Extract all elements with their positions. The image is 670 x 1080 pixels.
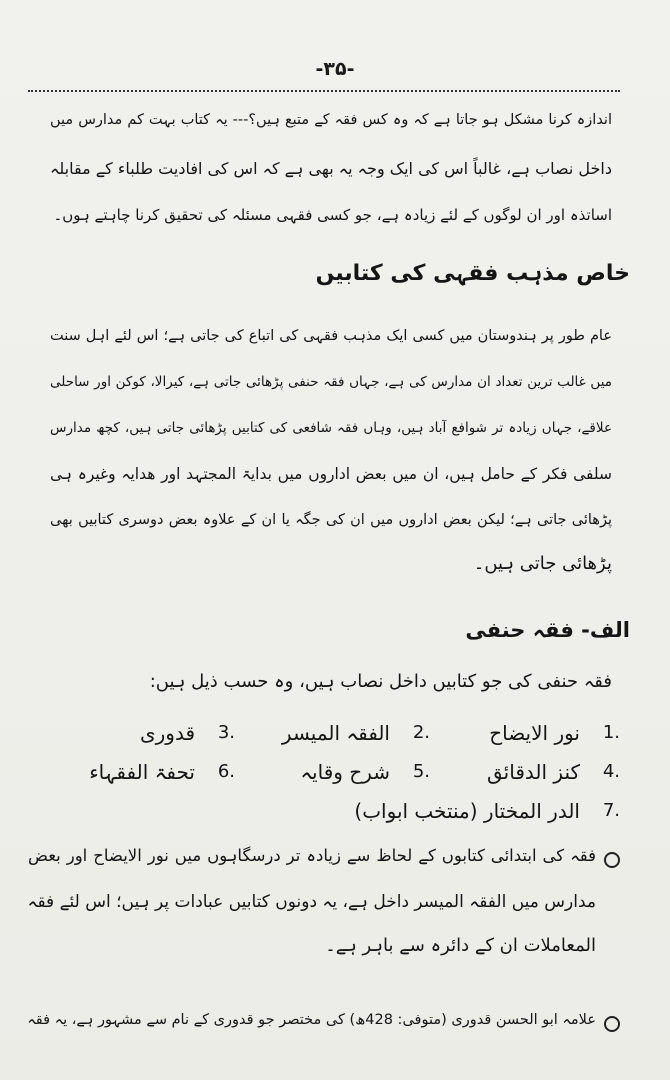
- item-number: 1.: [602, 722, 620, 743]
- item-title: نور الایضاح: [489, 721, 580, 745]
- paragraph-line: پڑھائی جاتی ہیں۔: [473, 553, 612, 574]
- paragraph-line: اساتذہ اور ان لوگوں کے لئے زیادہ ہے، جو کسی فقہی مسئلہ کی تحقیق کرنا چاہتے ہوں۔: [53, 206, 612, 224]
- item-number: 5.: [412, 761, 430, 782]
- item-title: کنز الدقائق: [487, 760, 580, 784]
- item-number: 7.: [602, 800, 620, 821]
- list-item: [320, 796, 620, 826]
- paragraph-line: میں غالب ترین تعداد ان مدارس کی ہے، جہاں فقہ حنفی پڑھائی جاتی ہے، کیرالا، کوکن اور ساحلی: [50, 374, 612, 390]
- bullet-line: علامہ ابو الحسن قدوری (متوفی: 428ھ) کی مختصر جو قدوری کے نام سے مشہور ہے، یہ فقہ: [27, 1012, 596, 1028]
- list-item: [460, 757, 620, 787]
- list-item: [260, 757, 430, 787]
- list-item: [260, 718, 430, 748]
- item-title: قدوری: [139, 721, 195, 745]
- item-title: الدر المختار (منتخب ابواب): [354, 799, 580, 823]
- item-number: 6.: [217, 761, 235, 782]
- item-number: 2.: [412, 722, 430, 743]
- item-number: 4.: [602, 761, 620, 782]
- paragraph-line: داخل نصاب ہے، غالباً اس کی ایک وجہ یہ بھی ہے کہ اس کی افادیت طلباء کے مقابلہ: [49, 159, 612, 178]
- bullet-line: المعاملات ان کے دائرہ سے باہر ہے۔: [325, 935, 596, 956]
- book-list-row: [40, 718, 620, 748]
- list-intro: فقہ حنفی کی جو کتابیں داخل نصاب ہیں، وہ حسب ذیل ہیں:: [149, 671, 612, 692]
- bullet-circle-icon: [604, 852, 620, 868]
- item-title: تحفۃ الفقہاء: [89, 760, 195, 784]
- bullet-line: فقہ کی ابتدائی کتابوں کے لحاظ سے زیادہ تر درسگاہوں میں نور الایضاح اور بعض: [28, 846, 596, 865]
- bullet-circle-icon: [604, 1016, 620, 1032]
- subsection-heading: الف- فقہ حنفی: [465, 618, 630, 642]
- header-dotted-rule: [28, 90, 620, 92]
- page-number: -۳۵-: [315, 58, 355, 80]
- section-heading: خاص مذہب فقہی کی کتابیں: [315, 261, 630, 286]
- list-item: [95, 718, 235, 748]
- paragraph-line: پڑھائی جاتی ہے؛ لیکن بعض اداروں میں ان کی جگہ یا ان کے علاوہ بعض دوسری کتابیں بھی: [50, 512, 612, 528]
- list-item: [460, 718, 620, 748]
- book-list-row: [40, 796, 620, 826]
- paragraph-line: اندازہ کرنا مشکل ہو جاتا ہے کہ وہ کس فقہ کے متبع ہیں؟--- یہ کتاب بہت کم مدارس میں: [50, 112, 612, 128]
- paragraph-line: عام طور پر ہندوستان میں کسی ایک مذہب فقہی کی اتباع کی جاتی ہے؛ اس لئے اہل سنت: [50, 328, 612, 344]
- item-number: 3.: [217, 722, 235, 743]
- item-title: شرح وقایہ: [300, 760, 390, 784]
- book-list-row: [40, 757, 620, 787]
- list-item: [85, 757, 235, 787]
- paragraph-line: سلفی فکر کے حامل ہیں، ان میں بعض اداروں میں بدایۃ المجتہد اور ھدایہ وغیرہ ہی: [50, 465, 612, 483]
- bullet-line: مدارس میں الفقہ المیسر داخل ہے، یہ دونوں کتابیں عبادات پر ہیں؛ اس لئے فقہ: [27, 892, 596, 912]
- paragraph-line: علاقے، جہاں زیادہ تر شوافع آباد ہیں، وہاں فقہ شافعی کی کتابیں پڑھائی جاتی ہیں، کچھ مدارس: [50, 420, 612, 436]
- item-title: الفقہ المیسر: [281, 721, 390, 745]
